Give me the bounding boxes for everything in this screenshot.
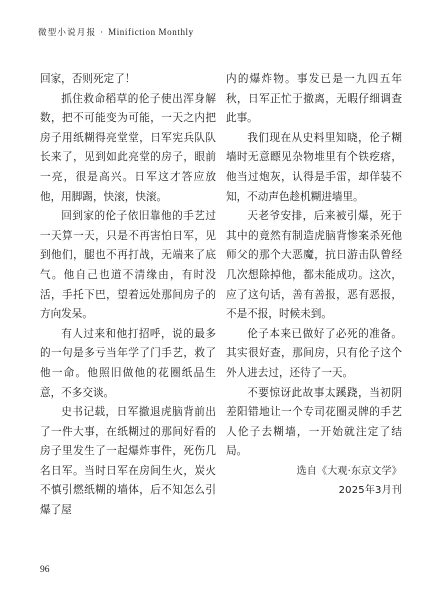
source-date: 2025年3月刊	[338, 485, 402, 497]
paragraph: 伦子本来已做好了必死的准备。其实很好查，那间房，只有伦子这个外人进去过，还待了一天。	[226, 327, 402, 379]
paragraph: 史书记载，日军撤退虎脑背前出了一件大事，在纸糊过的那间好看的房子里发生了一起爆炸事件，死伤几名日军。当时日军在房间生火，炭火不慎引燃纸糊的墙体，后不知怎么引爆了屋	[40, 406, 216, 517]
paragraph: 回家，否则死定了！	[40, 73, 136, 85]
paragraph: 回到家的伦子依旧靠他的手艺过一天算一天，只是不再害怕日军，见到他们，腿也不再打战，无端来了底气。他自己也道不清缘由，有时没活，手托下巴，望着远处那间房子的方向发呆。	[40, 210, 216, 321]
page-number: 96	[40, 565, 50, 575]
paragraph: 抓住救命稻草的伦子使出浑身解数，把不可能变为可能，一天之内把房子用纸糊得亮堂堂，日军宪兵队队长来了，见到如此亮堂的房子，眼前一亮，很是高兴。日军这才答应放他，用脚踢，快滚，快滚。	[40, 92, 216, 203]
journal-title-en: Minifiction Monthly	[108, 27, 194, 37]
paragraph: 有人过来和他打招呼，说的最多的一句是多亏当年学了门手艺，救了他一命。他照旧做他的花圈纸品生意，不多交谈。	[40, 327, 216, 399]
running-header	[38, 26, 194, 38]
right-column	[226, 70, 402, 501]
paragraph: 我们现在从史料里知晓，伦子糊墙时无意瞟见杂物堆里有个铁疙瘩，他当过炮灰，认得是手雷，却佯装不知，不动声色趁机糊进墙里。	[226, 131, 402, 203]
paragraph: 天老爷安排，后来被引爆，死于其中的竟然有制造虎脑背惨案杀死他师父的那个大恶魔，抗日游击队曾经几次想除掉他，都未能成功。这次，应了这句话，善有善报，恶有恶报，不是不报，时候未到。	[226, 210, 402, 321]
journal-title-cn: 微型小说月报	[38, 28, 97, 38]
left-column	[40, 70, 216, 521]
source-attribution: 选自《大观·东京文学》	[296, 465, 402, 477]
paragraph: 不要惊讶此故事太蹊跷，当初阴差阳错地让一个专司花圈灵牌的手艺人伦子去糊墙，一开始就注定了结局。	[226, 386, 402, 458]
paragraph: 内的爆炸物。事发已是一九四五年秋，日军正忙于撤离，无暇仔细调查此事。	[226, 73, 402, 125]
header-separator: ·	[100, 28, 105, 38]
